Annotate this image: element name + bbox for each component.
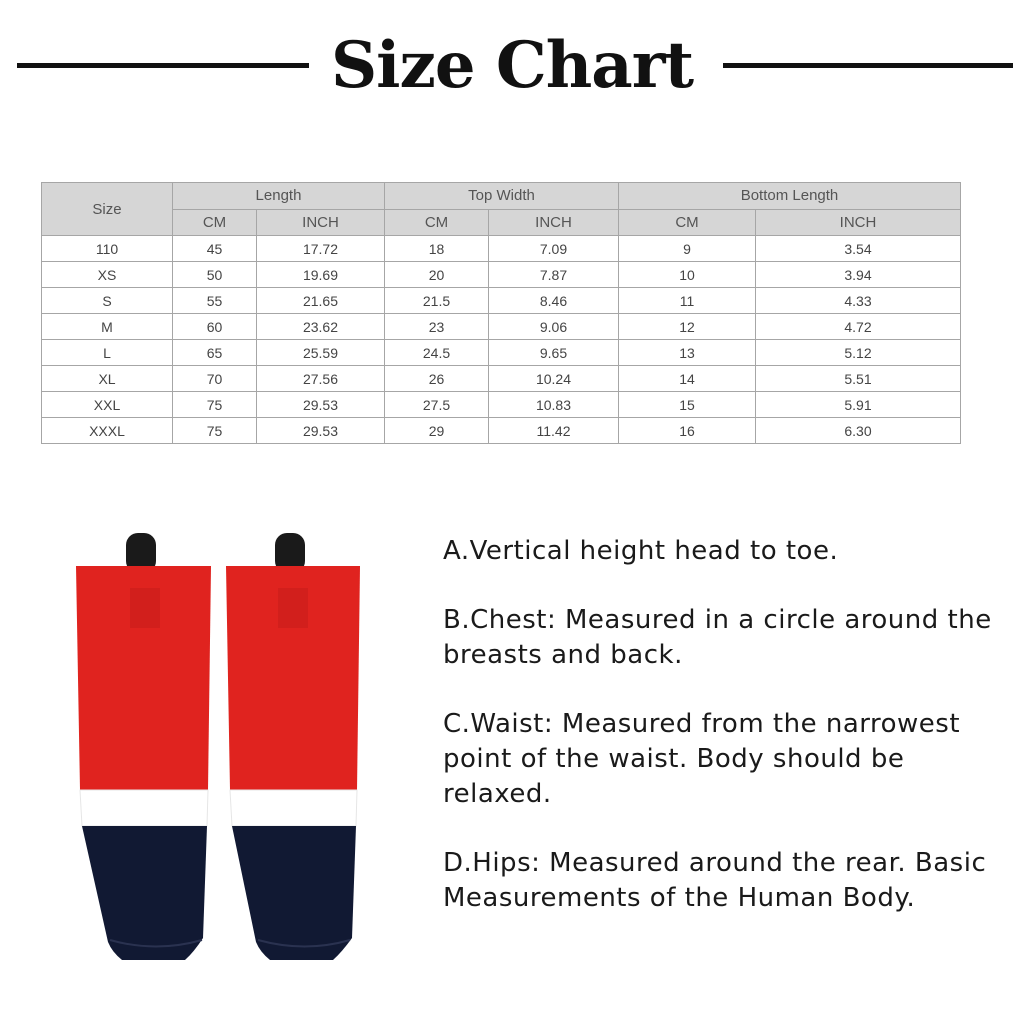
size-header: Size bbox=[42, 183, 173, 236]
table-row bbox=[42, 340, 961, 366]
table-cell: 20 bbox=[385, 262, 489, 288]
table-cell: 21.65 bbox=[257, 288, 385, 314]
table-cell: 10.83 bbox=[489, 392, 619, 418]
table-cell: 3.94 bbox=[756, 262, 961, 288]
table-cell: 4.33 bbox=[756, 288, 961, 314]
table-cell: 5.91 bbox=[756, 392, 961, 418]
table-row bbox=[42, 314, 961, 340]
table-cell: 60 bbox=[173, 314, 257, 340]
size-cell: M bbox=[42, 314, 173, 340]
unit-header: INCH bbox=[756, 209, 961, 236]
size-cell: 110 bbox=[42, 236, 173, 262]
description-b: B.Chest: Measured in a circle around the breasts and back. bbox=[443, 605, 992, 670]
table-row bbox=[42, 418, 961, 444]
table-header-row-groups bbox=[42, 183, 961, 210]
unit-header: INCH bbox=[489, 209, 619, 236]
table-row bbox=[42, 236, 961, 262]
group-header-length: Length bbox=[173, 183, 385, 210]
size-table bbox=[41, 182, 961, 444]
table-body bbox=[42, 236, 961, 444]
table-cell: 70 bbox=[173, 366, 257, 392]
table-cell: 26 bbox=[385, 366, 489, 392]
table-cell: 10 bbox=[619, 262, 756, 288]
table-cell: 6.30 bbox=[756, 418, 961, 444]
size-cell: XXXL bbox=[42, 418, 173, 444]
size-cell: L bbox=[42, 340, 173, 366]
group-header-bottom-length: Bottom Length bbox=[619, 183, 961, 210]
table-cell: 19.69 bbox=[257, 262, 385, 288]
table-cell: 8.46 bbox=[489, 288, 619, 314]
size-cell: XS bbox=[42, 262, 173, 288]
table-cell: 9.06 bbox=[489, 314, 619, 340]
table-row bbox=[42, 288, 961, 314]
table-cell: 29.53 bbox=[257, 418, 385, 444]
table-cell: 45 bbox=[173, 236, 257, 262]
unit-header: CM bbox=[619, 209, 756, 236]
table-cell: 5.12 bbox=[756, 340, 961, 366]
table-cell: 75 bbox=[173, 418, 257, 444]
table-cell: 9 bbox=[619, 236, 756, 262]
table-cell: 23 bbox=[385, 314, 489, 340]
table-cell: 75 bbox=[173, 392, 257, 418]
table-cell: 10.24 bbox=[489, 366, 619, 392]
table-row bbox=[42, 392, 961, 418]
table-cell: 21.5 bbox=[385, 288, 489, 314]
description-d: D.Hips: Measured around the rear. Basic Measurements of the Human Body. bbox=[443, 848, 987, 913]
size-cell: S bbox=[42, 288, 173, 314]
table-cell: 27.5 bbox=[385, 392, 489, 418]
size-cell: XXL bbox=[42, 392, 173, 418]
group-header-top-width: Top Width bbox=[385, 183, 619, 210]
right-sock bbox=[226, 533, 360, 960]
table-header-row-units bbox=[42, 209, 961, 236]
table-cell: 55 bbox=[173, 288, 257, 314]
title-rule-right bbox=[723, 63, 1013, 68]
unit-header: CM bbox=[173, 209, 257, 236]
table-cell: 5.51 bbox=[756, 366, 961, 392]
table-cell: 29.53 bbox=[257, 392, 385, 418]
table-cell: 17.72 bbox=[257, 236, 385, 262]
unit-header: CM bbox=[385, 209, 489, 236]
size-cell: XL bbox=[42, 366, 173, 392]
left-sock bbox=[76, 533, 211, 960]
hockey-socks-image bbox=[70, 528, 370, 968]
description-a: A.Vertical height head to toe. bbox=[443, 536, 839, 566]
unit-header: INCH bbox=[257, 209, 385, 236]
table-cell: 24.5 bbox=[385, 340, 489, 366]
table-cell: 29 bbox=[385, 418, 489, 444]
table-cell: 4.72 bbox=[756, 314, 961, 340]
table-cell: 13 bbox=[619, 340, 756, 366]
table-row bbox=[42, 366, 961, 392]
page-title: Size Chart bbox=[330, 28, 694, 103]
table-cell: 14 bbox=[619, 366, 756, 392]
table-cell: 23.62 bbox=[257, 314, 385, 340]
description-c: C.Waist: Measured from the narrowest point of the waist. Body should be relaxed. bbox=[443, 709, 961, 809]
table-cell: 65 bbox=[173, 340, 257, 366]
table-row bbox=[42, 262, 961, 288]
table-cell: 50 bbox=[173, 262, 257, 288]
table-cell: 9.65 bbox=[489, 340, 619, 366]
measurement-descriptions bbox=[443, 534, 1003, 950]
table-cell: 16 bbox=[619, 418, 756, 444]
table-cell: 7.87 bbox=[489, 262, 619, 288]
table-cell: 11 bbox=[619, 288, 756, 314]
table-cell: 3.54 bbox=[756, 236, 961, 262]
title-rule-left bbox=[17, 63, 309, 68]
table-cell: 18 bbox=[385, 236, 489, 262]
table-cell: 27.56 bbox=[257, 366, 385, 392]
table-cell: 25.59 bbox=[257, 340, 385, 366]
table-cell: 11.42 bbox=[489, 418, 619, 444]
table-cell: 15 bbox=[619, 392, 756, 418]
table-cell: 7.09 bbox=[489, 236, 619, 262]
table-cell: 12 bbox=[619, 314, 756, 340]
